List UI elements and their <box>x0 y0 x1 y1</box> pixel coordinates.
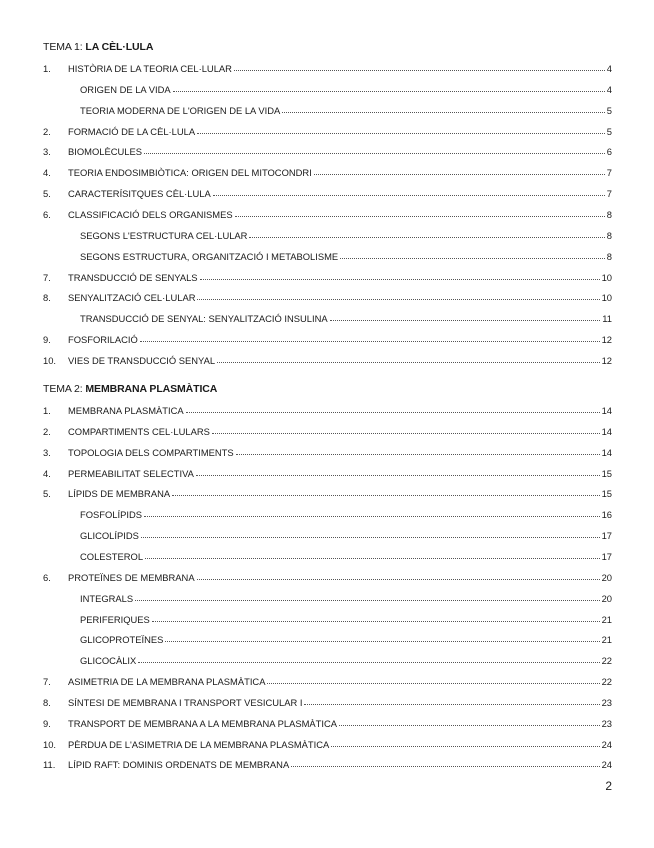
toc-entry-page: 17 <box>601 530 612 542</box>
toc-entry-page: 6 <box>606 146 612 158</box>
toc-entry-number: 6. <box>43 208 51 220</box>
toc-entry[interactable] <box>43 571 612 585</box>
toc-entry[interactable] <box>43 354 612 368</box>
toc-entry-page: 5 <box>606 104 612 116</box>
toc-entry-title: GLICOCÀLIX <box>80 655 137 667</box>
toc-entry-title: CLASSIFICACIÓ DELS ORGANISMES <box>68 208 233 220</box>
toc-entry-title: ASIMETRIA DE LA MEMBRANA PLASMÀTICA <box>68 676 266 688</box>
toc-entry-page: 24 <box>601 759 612 771</box>
toc-entry-page: 21 <box>601 634 612 646</box>
dot-leader <box>186 403 600 413</box>
toc-entry-number: 1. <box>43 405 51 416</box>
dot-leader <box>234 61 605 71</box>
dot-leader <box>339 716 600 726</box>
toc-entry[interactable] <box>43 62 612 76</box>
toc-entry-title: CARACTERÍSITQUES CÈL·LULA <box>68 188 211 200</box>
dot-leader <box>291 757 599 767</box>
dot-leader <box>196 466 600 476</box>
toc-entry-title: BIOMOLÈCULES <box>68 146 142 158</box>
toc-entry-title: FOSFORILACIÓ <box>68 334 138 346</box>
toc-entry-page: 12 <box>601 334 612 346</box>
dot-leader <box>304 695 599 705</box>
toc-entry-title: TEORIA ENDOSIMBIÒTICA: ORIGEN DEL MITOCONDRI <box>68 167 312 179</box>
toc-entry-title: LÍPID RAFT: DOMINIS ORDENATS DE MEMBRANA <box>68 759 290 771</box>
toc-entry[interactable] <box>43 404 612 418</box>
toc-entry[interactable] <box>43 271 612 285</box>
dot-leader <box>331 737 599 747</box>
toc-entry-page: 7 <box>606 188 612 200</box>
toc-entry-number: 6. <box>43 571 51 583</box>
dot-leader <box>135 591 599 601</box>
toc-entry[interactable] <box>43 550 612 564</box>
toc-entry-title: HISTÒRIA DE LA TEORIA CEL·LULAR <box>68 63 232 74</box>
toc-entry-page: 22 <box>601 676 612 688</box>
toc-entry-page: 4 <box>606 63 612 74</box>
toc-entry-number: 9. <box>43 717 51 729</box>
toc-entry-title: TRANSDUCCIÓ DE SENYALS <box>68 271 198 283</box>
dot-leader <box>197 570 600 580</box>
toc-entry-page: 4 <box>606 83 612 95</box>
toc-entry-title: FOSFOLÍPIDS <box>80 509 142 521</box>
toc-entry[interactable] <box>43 675 612 689</box>
dot-leader <box>200 270 600 280</box>
dot-leader <box>314 165 605 175</box>
toc-entry-number: 11. <box>43 759 56 771</box>
toc-entry-page: 8 <box>606 250 612 262</box>
toc-entry[interactable] <box>43 125 612 139</box>
toc-entry-title: FORMACIÓ DE LA CÈL·LULA <box>68 125 196 137</box>
toc-entry-title: TEORIA MODERNA DE L'ORIGEN DE LA VIDA <box>80 104 281 116</box>
toc-entry-title: MEMBRANA PLASMÀTICA <box>68 405 184 416</box>
toc-entry-page: 22 <box>601 655 612 667</box>
toc-entry-title: SENYALITZACIÓ CEL·LULAR <box>68 292 196 304</box>
toc-entry-number: 5. <box>43 188 51 200</box>
toc-entry-number: 4. <box>43 467 51 479</box>
toc-entry-page: 8 <box>606 208 612 220</box>
dot-leader <box>140 332 600 342</box>
toc-entry-page: 14 <box>601 446 612 458</box>
toc-entry[interactable] <box>43 312 612 326</box>
toc-entry-page: 20 <box>601 571 612 583</box>
toc-entry-page: 5 <box>606 125 612 137</box>
toc-entry[interactable] <box>43 758 612 772</box>
toc-entry-page: 24 <box>601 738 612 750</box>
toc-entry-number: 5. <box>43 488 51 500</box>
toc-entry-number: 3. <box>43 446 51 458</box>
toc-entry-page: 12 <box>601 354 612 366</box>
toc-entry[interactable] <box>43 208 612 222</box>
dot-leader <box>165 632 599 642</box>
dot-leader <box>138 653 599 663</box>
toc-entry[interactable] <box>43 696 612 710</box>
tema2-prefix: TEMA 2: <box>43 383 86 395</box>
dot-leader <box>217 353 599 363</box>
toc-entry[interactable] <box>43 83 612 97</box>
dot-leader <box>340 249 605 259</box>
toc-entry[interactable] <box>43 187 612 201</box>
dot-leader <box>145 549 600 559</box>
toc-entry-title: TRANSPORT DE MEMBRANA A LA MEMBRANA PLASMÀTICA <box>68 717 337 729</box>
dot-leader <box>172 486 599 496</box>
page-number: 2 <box>605 779 612 793</box>
dot-leader <box>213 186 605 196</box>
dot-leader <box>235 207 605 217</box>
toc-entry-title: PROTEÏNES DE MEMBRANA <box>68 571 195 583</box>
toc-entry-number: 10. <box>43 354 57 366</box>
toc-entry[interactable] <box>43 508 612 522</box>
dot-leader <box>197 124 605 134</box>
toc-entry-title: PERIFERIQUES <box>80 613 150 625</box>
toc-entry[interactable] <box>43 467 612 481</box>
toc-entry[interactable] <box>43 229 612 243</box>
toc-entry-page: 23 <box>601 696 612 708</box>
dot-leader <box>330 311 601 321</box>
toc-entry[interactable] <box>43 166 612 180</box>
toc-entry[interactable] <box>43 654 612 668</box>
toc-entry-title: SÍNTESI DE MEMBRANA I TRANSPORT VESICULAR I <box>68 696 303 708</box>
toc-entry[interactable] <box>43 613 612 627</box>
toc-entry-page: 20 <box>601 592 612 604</box>
toc-entry-title: COLESTEROL <box>80 550 144 562</box>
toc-entry-page: 15 <box>601 467 612 479</box>
toc-entry-number: 10. <box>43 738 57 750</box>
dot-leader <box>173 82 605 92</box>
tema1-heading <box>43 41 153 53</box>
toc-entry[interactable] <box>43 529 612 543</box>
toc-entry-title: GLICOPROTEÏNES <box>80 634 164 646</box>
toc-entry-number: 7. <box>43 271 51 283</box>
dot-leader <box>236 445 600 455</box>
toc-entry-number: 8. <box>43 696 51 708</box>
toc-entry-number: 2. <box>43 125 51 137</box>
toc-entry[interactable] <box>43 145 612 159</box>
toc-entry[interactable] <box>43 446 612 460</box>
dot-leader <box>249 228 604 238</box>
toc-entry-page: 17 <box>601 550 612 562</box>
toc-entry-number: 8. <box>43 292 51 304</box>
toc-entry[interactable] <box>43 250 612 264</box>
toc-entry-page: 21 <box>601 613 612 625</box>
toc-entry-title: LÍPIDS DE MEMBRANA <box>68 488 171 500</box>
toc-entry-title: SEGONS L'ESTRUCTURA CEL·LULAR <box>80 229 248 241</box>
dot-leader <box>267 674 599 684</box>
toc-entry[interactable] <box>43 717 612 731</box>
toc-entry[interactable] <box>43 487 612 501</box>
dot-leader <box>144 507 600 517</box>
toc-entry-title: INTEGRALS <box>80 592 134 604</box>
toc-entry-number: 9. <box>43 334 51 346</box>
toc-entry-page: 8 <box>606 229 612 241</box>
toc-entry-title: PÈRDUA DE L'ASIMETRIA DE LA MEMBRANA PLASMÀTICA <box>68 738 330 750</box>
dot-leader <box>141 528 600 538</box>
tema2-title: MEMBRANA PLASMÀTICA <box>85 383 218 395</box>
tema1-prefix: TEMA 1: <box>43 41 86 53</box>
toc-entry-number: 4. <box>43 167 51 179</box>
tema1-title: LA CÈL·LULA <box>85 41 154 53</box>
toc-entry-page: 10 <box>601 292 612 304</box>
toc-entry-title: VIES DE TRANSDUCCIÓ SENYAL <box>68 354 216 366</box>
toc-entry-page: 15 <box>601 488 612 500</box>
toc-entry-page: 23 <box>601 717 612 729</box>
toc-entry-number: 1. <box>43 63 51 74</box>
toc-entry-page: 16 <box>601 509 612 521</box>
toc-entry-title: ORIGEN DE LA VIDA <box>80 83 171 95</box>
toc-entry-number: 7. <box>43 676 51 688</box>
toc-entry[interactable] <box>43 104 612 118</box>
toc-entry-title: PERMEABILITAT SELECTIVA <box>68 467 194 479</box>
toc-entry-title: GLICOLÍPIDS <box>80 530 139 542</box>
toc-entry-title: COMPARTIMENTS CEL·LULARS <box>68 425 210 437</box>
toc-entry-number: 3. <box>43 146 51 158</box>
toc-entry-title: TRANSDUCCIÓ DE SENYAL: SENYALITZACIÓ INSULINA <box>80 313 328 325</box>
dot-leader <box>212 424 600 434</box>
toc-entry-number: 2. <box>43 425 51 437</box>
toc-entry-page: 14 <box>601 405 612 416</box>
tema2-heading <box>43 383 217 395</box>
toc-entry[interactable] <box>43 333 612 347</box>
dot-leader <box>152 612 600 622</box>
toc-entry-page: 11 <box>602 313 612 325</box>
toc-entry[interactable] <box>43 592 612 606</box>
toc-entry[interactable] <box>43 291 612 305</box>
toc-entry[interactable] <box>43 633 612 647</box>
toc-entry-page: 10 <box>601 271 612 283</box>
toc-entry[interactable] <box>43 738 612 752</box>
toc-entry-title: SEGONS ESTRUCTURA, ORGANITZACIÓ I METABOLISME <box>80 250 339 262</box>
toc-entry-page: 14 <box>601 425 612 437</box>
dot-leader <box>144 144 605 154</box>
toc-entry-title: TOPOLOGIA DELS COMPARTIMENTS <box>68 446 234 458</box>
dot-leader <box>282 103 605 113</box>
toc-entry-page: 7 <box>606 167 612 179</box>
toc-entry[interactable] <box>43 425 612 439</box>
dot-leader <box>197 290 599 300</box>
